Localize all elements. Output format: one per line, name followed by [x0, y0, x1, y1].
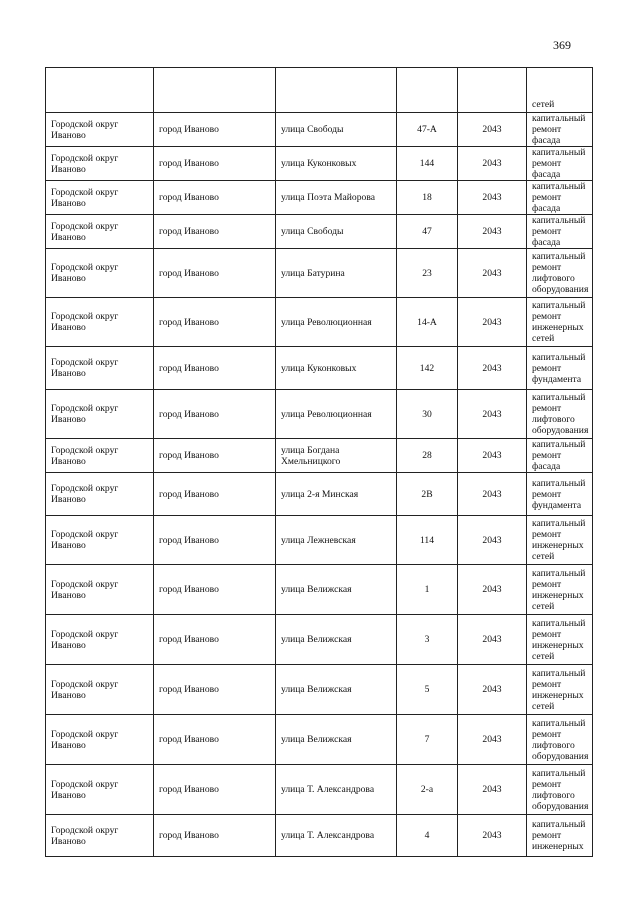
table-row: [46, 439, 593, 473]
house-number-cell: 47: [397, 215, 458, 249]
house-number-cell: 3: [397, 615, 458, 665]
street-cell: улица 2-я Минская: [276, 473, 397, 516]
street-cell: улица Велижская: [276, 715, 397, 765]
table-row: [46, 113, 593, 147]
city-cell: город Иваново: [154, 765, 276, 815]
district-cell: Городской округ Иваново: [46, 815, 154, 857]
continuation-row: [46, 68, 593, 113]
work-type-cell: капитальный ремонт инженерных сетей: [527, 665, 593, 715]
year-cell: 2043: [458, 715, 527, 765]
work-type-cell: капитальный ремонт лифтового оборудования: [527, 765, 593, 815]
district-cell: Городской округ Иваново: [46, 565, 154, 615]
city-cell: город Иваново: [154, 215, 276, 249]
city-cell: город Иваново: [154, 249, 276, 298]
street-cell: улица Революционная: [276, 298, 397, 347]
table-row: [46, 516, 593, 565]
street-cell: улица Велижская: [276, 615, 397, 665]
district-cell: Городской округ Иваново: [46, 298, 154, 347]
table-row: [46, 715, 593, 765]
work-type-cell: капитальный ремонт лифтового оборудования: [527, 715, 593, 765]
district-cell: Городской округ Иваново: [46, 147, 154, 181]
year-cell: 2043: [458, 615, 527, 665]
house-number-cell: 142: [397, 347, 458, 390]
work-type-cell: капитальный ремонт фасада: [527, 147, 593, 181]
district-cell: Городской округ Иваново: [46, 715, 154, 765]
street-cell: улица Богдана Хмельницкого: [276, 439, 397, 473]
table-row: [46, 390, 593, 439]
year-cell: 2043: [458, 249, 527, 298]
district-cell: Городской округ Иваново: [46, 439, 154, 473]
street-cell: улица Куконковых: [276, 147, 397, 181]
work-type-cell: капитальный ремонт инженерных сетей: [527, 615, 593, 665]
table-row: [46, 615, 593, 665]
city-cell: город Иваново: [154, 439, 276, 473]
house-number-cell: 30: [397, 390, 458, 439]
house-number-cell: 4: [397, 815, 458, 857]
year-cell: 2043: [458, 147, 527, 181]
table-row: [46, 565, 593, 615]
house-number-cell: 7: [397, 715, 458, 765]
street-cell: улица Велижская: [276, 565, 397, 615]
street-cell: улица Т. Александрова: [276, 765, 397, 815]
district-cell: Городской округ Иваново: [46, 473, 154, 516]
city-cell: город Иваново: [154, 473, 276, 516]
year-cell: 2043: [458, 390, 527, 439]
year-cell: 2043: [458, 347, 527, 390]
work-type-cell: капитальный ремонт инженерных сетей: [527, 298, 593, 347]
table-row: [46, 347, 593, 390]
city-cell: город Иваново: [154, 390, 276, 439]
table-row: [46, 249, 593, 298]
district-cell: Городской округ Иваново: [46, 390, 154, 439]
house-number-cell: 14-А: [397, 298, 458, 347]
district-cell: Городской округ Иваново: [46, 181, 154, 215]
work-type-cell: капитальный ремонт инженерных: [527, 815, 593, 857]
work-type-cell: капитальный ремонт фасада: [527, 439, 593, 473]
year-cell: 2043: [458, 815, 527, 857]
work-type-cell: капитальный ремонт фасада: [527, 215, 593, 249]
street-cell: улица Поэта Майорова: [276, 181, 397, 215]
page-number: 369: [553, 38, 571, 52]
house-number-cell: 23: [397, 249, 458, 298]
district-cell: Городской округ Иваново: [46, 215, 154, 249]
district-cell: Городской округ Иваново: [46, 665, 154, 715]
district-cell: Городской округ Иваново: [46, 347, 154, 390]
year-cell: 2043: [458, 516, 527, 565]
district-cell: Городской округ Иваново: [46, 249, 154, 298]
work-type-cell: сетей: [527, 68, 593, 113]
house-number-cell: 114: [397, 516, 458, 565]
house-number-cell: 1: [397, 565, 458, 615]
work-type-cell: капитальный ремонт инженерных сетей: [527, 565, 593, 615]
district-cell: Городской округ Иваново: [46, 765, 154, 815]
house-number-cell: 2В: [397, 473, 458, 516]
house-number-cell: 47-А: [397, 113, 458, 147]
table-row: [46, 181, 593, 215]
city-cell: город Иваново: [154, 565, 276, 615]
city-cell: город Иваново: [154, 615, 276, 665]
house-number-cell: 2-а: [397, 765, 458, 815]
street-cell: улица Батурина: [276, 249, 397, 298]
table-row: [46, 665, 593, 715]
district-cell: Городской округ Иваново: [46, 516, 154, 565]
street-cell: улица Революционная: [276, 390, 397, 439]
district-cell: Городской округ Иваново: [46, 113, 154, 147]
work-type-cell: капитальный ремонт фундамента: [527, 347, 593, 390]
house-number-cell: 28: [397, 439, 458, 473]
table-row: [46, 147, 593, 181]
city-cell: город Иваново: [154, 113, 276, 147]
city-cell: город Иваново: [154, 815, 276, 857]
city-cell: город Иваново: [154, 715, 276, 765]
table-row: [46, 298, 593, 347]
city-cell: город Иваново: [154, 665, 276, 715]
year-cell: 2043: [458, 181, 527, 215]
work-type-cell: капитальный ремонт фасада: [527, 181, 593, 215]
table-row: [46, 765, 593, 815]
year-cell: 2043: [458, 439, 527, 473]
district-cell: Городской округ Иваново: [46, 615, 154, 665]
city-cell: город Иваново: [154, 516, 276, 565]
table-row: [46, 215, 593, 249]
year-cell: 2043: [458, 298, 527, 347]
work-type-cell: капитальный ремонт фундамента: [527, 473, 593, 516]
table-row: [46, 815, 593, 857]
year-cell: 2043: [458, 215, 527, 249]
street-cell: улица Свободы: [276, 215, 397, 249]
work-type-cell: капитальный ремонт фасада: [527, 113, 593, 147]
street-cell: улица Велижская: [276, 665, 397, 715]
house-number-cell: 144: [397, 147, 458, 181]
year-cell: 2043: [458, 473, 527, 516]
work-type-cell: капитальный ремонт лифтового оборудования: [527, 249, 593, 298]
work-type-cell: капитальный ремонт лифтового оборудования: [527, 390, 593, 439]
year-cell: 2043: [458, 765, 527, 815]
work-type-cell: капитальный ремонт инженерных сетей: [527, 516, 593, 565]
city-cell: город Иваново: [154, 347, 276, 390]
street-cell: улица Лежневская: [276, 516, 397, 565]
year-cell: 2043: [458, 113, 527, 147]
city-cell: город Иваново: [154, 181, 276, 215]
year-cell: 2043: [458, 665, 527, 715]
repair-schedule-table: [45, 67, 593, 857]
city-cell: город Иваново: [154, 147, 276, 181]
house-number-cell: 5: [397, 665, 458, 715]
table-row: [46, 473, 593, 516]
city-cell: город Иваново: [154, 298, 276, 347]
street-cell: улица Т. Александрова: [276, 815, 397, 857]
street-cell: улица Куконковых: [276, 347, 397, 390]
house-number-cell: 18: [397, 181, 458, 215]
year-cell: 2043: [458, 565, 527, 615]
street-cell: улица Свободы: [276, 113, 397, 147]
